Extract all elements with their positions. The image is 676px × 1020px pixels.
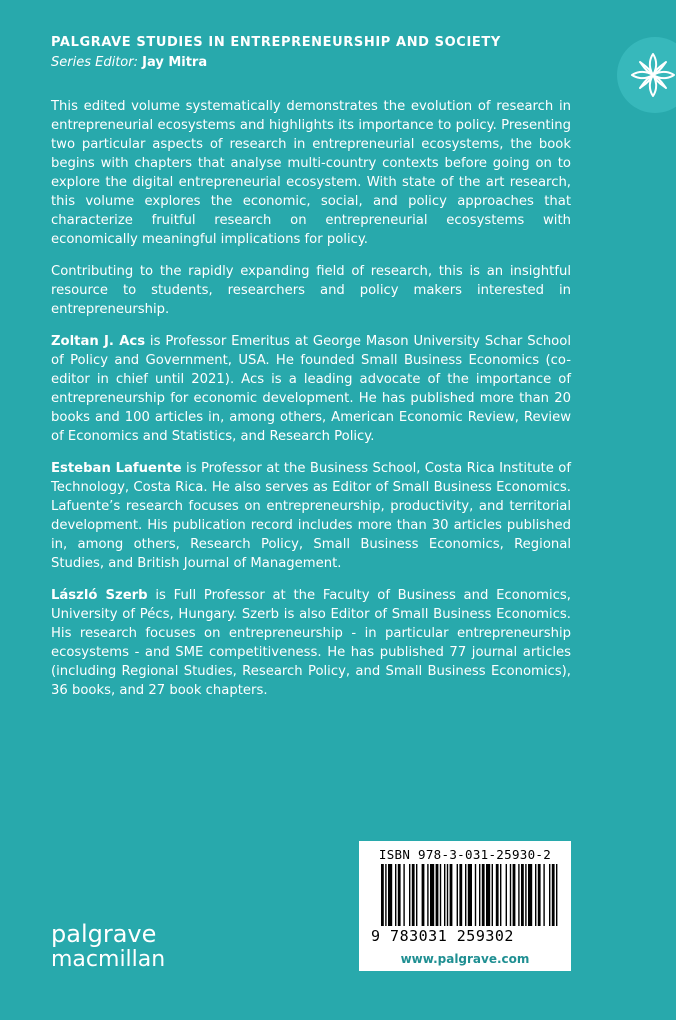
- barcode-bar: [513, 864, 516, 926]
- barcode-bar: [549, 864, 550, 926]
- barcode-box: [359, 841, 571, 971]
- series-title: PALGRAVE STUDIES IN ENTREPRENEURSHIP AND SOCIETY: [51, 35, 501, 50]
- back-cover-text: [51, 97, 571, 713]
- barcode-bar: [459, 864, 462, 926]
- barcode-bar: [521, 864, 524, 926]
- barcode-bar: [468, 864, 472, 926]
- author-bio-text: is Professor at the Business School, Costa Rica Institute of Technology, Costa Rica. He also serves as Editor of Small Business Economics. Lafuente’s research focuses on entrepreneurship, productivity, and territorial development. His publication record includes more than 30 articles published in, among others, Research Policy, Small Business Economics, Regional Studies, and British Journal of Management.: [51, 461, 572, 571]
- barcode-bar: [385, 864, 386, 926]
- barcode-digits: 9 783031 259302: [371, 927, 514, 945]
- barcode-bar: [403, 864, 404, 926]
- barcode-bar: [552, 864, 555, 926]
- publisher-logo: [51, 922, 165, 972]
- author-bio-lafuente: [51, 459, 571, 573]
- palgrave-flower-icon: [629, 51, 676, 99]
- barcode-bar: [475, 864, 476, 926]
- barcode-bar: [436, 864, 439, 926]
- palgrave-logo-circle: [617, 37, 676, 113]
- barcode-bar: [486, 864, 490, 926]
- barcode-bar: [427, 864, 428, 926]
- author-name: Zoltan J. Acs: [51, 334, 146, 349]
- publisher-website[interactable]: www.palgrave.com: [400, 952, 530, 966]
- barcode-bar: [388, 864, 392, 926]
- author-name: Esteban Lafuente: [51, 461, 182, 476]
- author-bio-text: is Professor Emeritus at George Mason University Schar School of Policy and Government, USA. He founded Small Business Economics (co-editor in chief until 2021). Acs is a leading advocate of the importance of entrepreneurship for economic development. He has published more than 20 books and 100 articles in, among others, American Economic Review, Review of Economics and Statistics, and Research Policy.: [51, 334, 571, 444]
- barcode-bar: [556, 864, 557, 926]
- barcode-bar: [430, 864, 434, 926]
- author-name: László Szerb: [51, 588, 148, 603]
- barcode-bar: [450, 864, 453, 926]
- barcode-bar: [538, 864, 541, 926]
- barcode-bar: [440, 864, 441, 926]
- author-bio-szerb: [51, 586, 571, 700]
- barcode-bar: [479, 864, 480, 926]
- description-paragraph-1: This edited volume systematically demonstrates the evolution of research in entrepreneurial ecosystems and highlights its importance to policy. Presenting two particular aspects of research in entrepreneurial ecosystems, the book begins with chapters that analyse multi-country contexts before going on to explore the digital entrepreneurial ecosystem. With state of the art research, this volume explores the economic, social, and policy approaches that characterize fruitful research on entrepreneurial ecosystems with economically meaningful implications for policy.: [51, 99, 571, 247]
- barcode-bar: [412, 864, 415, 926]
- isbn-label: ISBN 978-3-031-25930-2: [378, 847, 552, 862]
- barcode-bar: [447, 864, 448, 926]
- author-bio-text: is Full Professor at the Faculty of Business and Economics, University of Pécs, Hungary. Szerb is also Editor of Small Business Economics. His research focuses on entrepreneurship - in particular entrepreneurship ecosystems - and SME competitiveness. He has published 77 journal articles (including Regional Studies, Research Policy, and Small Business Economics), 36 books, and 27 book chapters.: [51, 588, 571, 698]
- author-bio-acs: [51, 332, 571, 446]
- barcode-bar: [465, 864, 466, 926]
- barcode-bar: [444, 864, 445, 926]
- series-editor-role: Series Editor:: [51, 55, 138, 70]
- barcode-bars: [381, 864, 559, 926]
- barcode-bar: [535, 864, 536, 926]
- barcode-bar: [482, 864, 485, 926]
- barcode-bar: [416, 864, 417, 926]
- series-editor-name: Jay Mitra: [142, 55, 208, 70]
- barcode-bar: [506, 864, 507, 926]
- barcode-bar: [518, 864, 519, 926]
- barcode-bar: [457, 864, 458, 926]
- barcode-bar: [492, 864, 493, 926]
- publisher-logo-line1: palgrave: [51, 920, 157, 948]
- description-paragraph-2: Contributing to the rapidly expanding field of research, this is an insightful resource to students, researchers and policy makers interested in entrepreneurship.: [51, 264, 571, 317]
- barcode-bar: [528, 864, 532, 926]
- publisher-logo-line2: macmillan: [51, 947, 166, 972]
- barcode-bar: [395, 864, 396, 926]
- barcode-bar: [409, 864, 410, 926]
- barcode-bar: [500, 864, 501, 926]
- barcode-bar: [398, 864, 401, 926]
- series-editor: [51, 55, 207, 70]
- barcode-bar: [381, 864, 384, 926]
- barcode-bar: [496, 864, 499, 926]
- barcode-bar: [510, 864, 511, 926]
- barcode-bar: [422, 864, 425, 926]
- barcode-bar: [525, 864, 526, 926]
- barcode-bar: [543, 864, 544, 926]
